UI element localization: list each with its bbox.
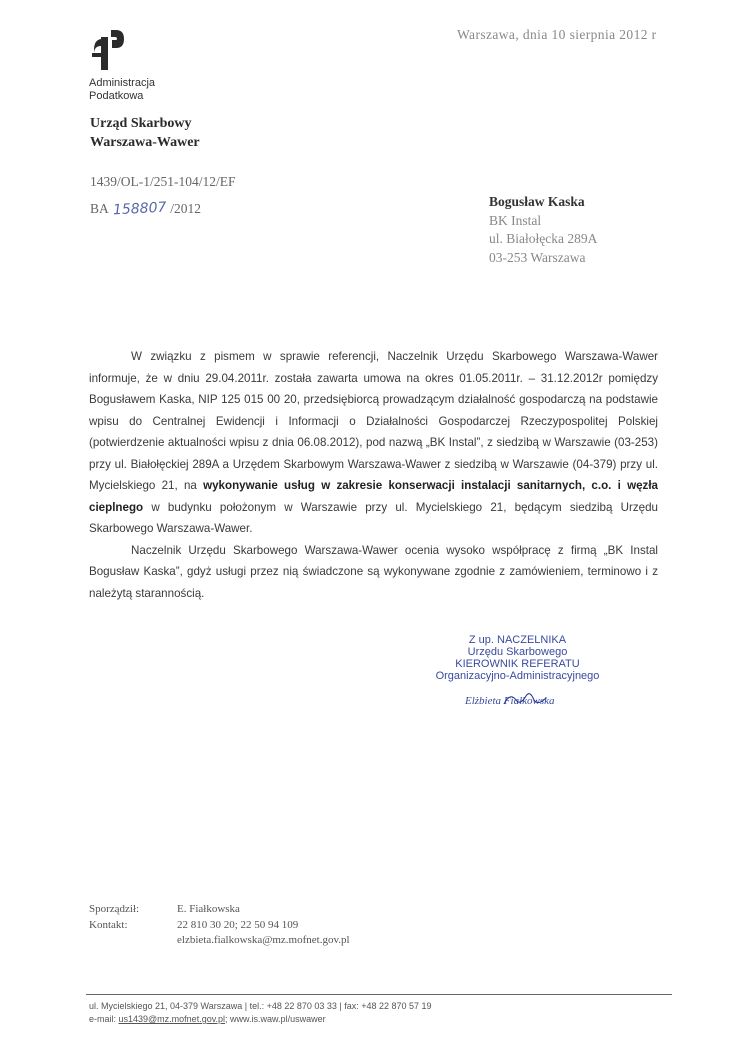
- recipient-address: [489, 193, 597, 267]
- body-paragraph-1: [89, 346, 658, 540]
- stamp-line3: KIEROWNIK REFERATU: [455, 658, 580, 670]
- office-name: [90, 114, 200, 152]
- ba-number: [90, 201, 201, 217]
- logo-caption-line1: Administracja: [89, 77, 156, 89]
- footer-email-link[interactable]: us1439@mz.mofnet.gov.pl: [118, 1014, 226, 1024]
- office-name-line2: Warszawa-Wawer: [90, 135, 200, 150]
- logo-caption-line2: Podatkowa: [89, 90, 144, 102]
- contact-email: elzbieta.fialkowska@mz.mofnet.gov.pl: [177, 934, 350, 946]
- footer-divider: [86, 994, 672, 995]
- body-paragraph-2: Naczelnik Urzędu Skarbowego Warszawa-Wawer ocenia wysoko współpracę z firmą „BK Instal Bogusław Kaska”, gdyż usługi przez nią świadczone są wykonywane zgodnie z zamówieniem, terminowo i z należytą starannością.: [89, 543, 658, 600]
- signature-scribble-icon: [500, 690, 550, 708]
- ba-prefix: BA: [90, 201, 109, 216]
- reference-number: 1439/OL-1/251-104/12/EF: [90, 174, 236, 189]
- footer-email-prefix: e-mail:: [89, 1014, 119, 1024]
- body-p1-text-b: w budynku położonym w Warszawie przy ul. Mycielskiego 21, będącym siedzibą Urzędu Skarbowego Warszawa-Wawer.: [89, 500, 658, 535]
- tax-administration-logo-icon: [90, 28, 126, 72]
- stamp-line2: Urzędu Skarbowego: [467, 646, 568, 658]
- body-p1-text-a: W związku z pismem w sprawie referencji, Naczelnik Urzędu Skarbowego Warszawa-Wawer informuje, że w dniu 29.04.2011r. została zawarta umowa na okres 01.05.2011r. – 31.12.2012r pomiędzy Bogusławem Kaska, NIP 125 015 00 20, przedsiębiorcą prowadzącym działalność gospodarczą na podstawie wpisu do Centralnej Ewidencji i Informacji o Działalności Gospodarczej Rzeczypospolitej Polskiej (potwierdzenie aktualności wpisu z dnia 06.08.2012), pod nazwą „BK Instal”, z siedzibą w Warszawie (03-253) przy ul. Białołęckiej 289A a Urzędem Skarbowym Warszawa-Wawer z siedzibą w Warszawie (04-379) przy ul. Mycielskiego 21, na: [89, 350, 658, 492]
- ba-suffix: /2012: [170, 201, 201, 216]
- ba-handwritten-number: 158807: [112, 199, 167, 219]
- stamp-line1: Z up. NACZELNIKA: [468, 634, 567, 646]
- contact-label: Kontakt:: [89, 918, 128, 931]
- recipient-company: BK Instal: [489, 212, 542, 228]
- letter-body: [89, 346, 658, 604]
- office-name-line1: Urząd Skarbowy: [90, 116, 192, 131]
- footer-contact: [89, 1013, 432, 1026]
- letter-date: Warszawa, dnia 10 sierpnia 2012 r: [457, 27, 657, 42]
- footer: [89, 1000, 432, 1026]
- stamp-line4: Organizacyjno-Administracyjnego: [435, 670, 600, 682]
- body-p1-bold: wykonywanie usług w zakresie konserwacji instalacji sanitarnych, c.o. i węzła cieplnego: [89, 479, 659, 514]
- contact-phones: 22 810 30 20; 22 50 94 109: [177, 918, 299, 931]
- footer-web: ; www.is.waw.pl/uswawer: [225, 1014, 326, 1024]
- recipient-name: Bogusław Kaska: [489, 194, 585, 209]
- logo-caption: [89, 77, 155, 103]
- recipient-street: ul. Białołęcka 289A: [489, 231, 598, 246]
- footer-address: ul. Mycielskiego 21, 04-379 Warszawa | tel.: +48 22 870 03 33 | fax: +48 22 870 57 19: [89, 1001, 432, 1011]
- prepared-by-label: Sporządził:: [89, 903, 140, 915]
- prepared-by-value: E. Fiałkowska: [177, 903, 240, 915]
- stamp-signature-name: Elżbieta Fiałkowska: [465, 695, 555, 707]
- official-stamp: [435, 634, 600, 682]
- recipient-city: 03-253 Warszawa: [489, 249, 586, 265]
